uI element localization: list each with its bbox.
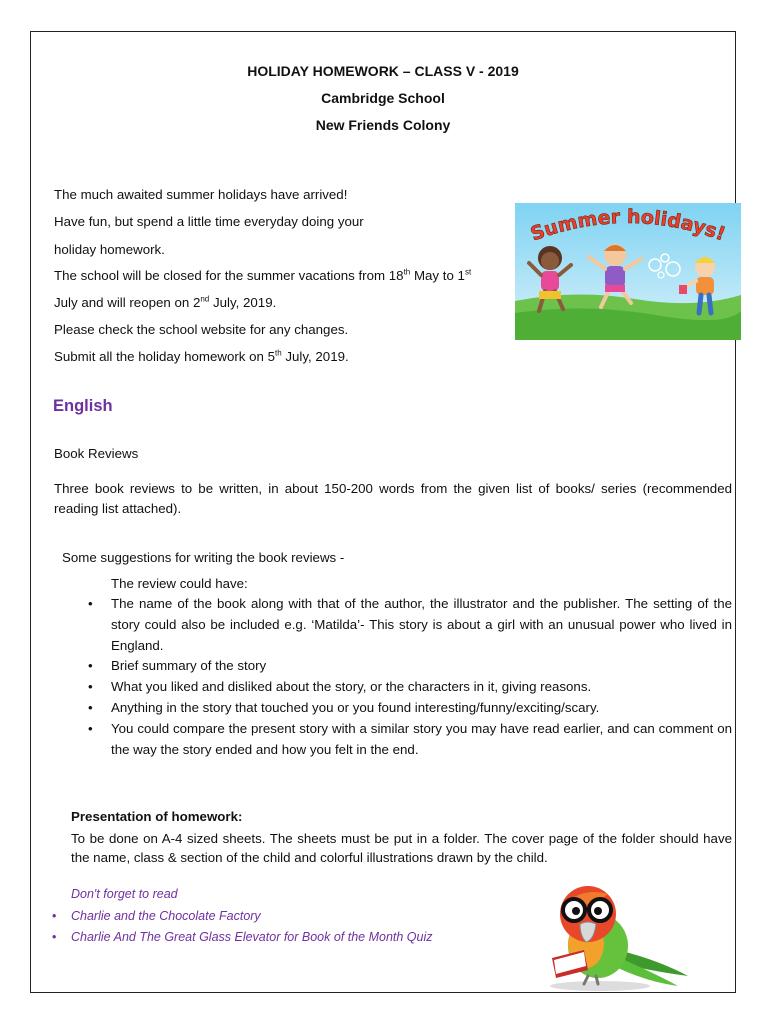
suggestions-intro: Some suggestions for writing the book reviews - [62, 550, 345, 565]
bullet-icon: • [52, 930, 57, 944]
presentation-heading: Presentation of homework: [71, 809, 243, 824]
reading-heading: Don't forget to read [71, 887, 178, 901]
bullet-icon: • [88, 720, 93, 736]
submit-text: Submit all the holiday homework on 5 [54, 349, 275, 364]
section-title-english: English [53, 397, 113, 415]
intro-line-2: Have fun, but spend a little time everyday doing your [54, 214, 364, 229]
list-item-text: You could compare the present story with a similar story you may have read earlier, and can comment on the way the story ended and how you felt in the end. [111, 720, 732, 757]
reopen-text: July and will reopen on 2 [54, 295, 201, 310]
reopen-text-2: July, 2019. [209, 295, 277, 310]
intro-line-5 [54, 295, 276, 310]
list-item-text: The name of the book along with that of the author, the illustrator and the publisher. The setting of the story could also be included e.g. ‘Matilda’- This story is about a girl with an unusual power who lived in England. [111, 596, 732, 653]
list-item-text: Anything in the story that touched you or you found interesting/funny/exciting/scary. [111, 699, 600, 715]
list-item [52, 906, 433, 927]
banner-text: Summer holidays! [527, 205, 729, 246]
intro-line-1: The much awaited summer holidays have arrived! [54, 187, 348, 202]
list-item [86, 698, 732, 719]
school-location: New Friends Colony [315, 117, 451, 133]
intro-line-4 [54, 268, 471, 283]
reading-item-text: Charlie and the Chocolate Factory [71, 909, 261, 923]
list-item [86, 677, 732, 698]
submit-text-2: July, 2019. [281, 349, 349, 364]
bullet-icon: • [88, 699, 93, 715]
list-item-text: Brief summary of the story [111, 658, 267, 674]
ordinal-suffix-2: st [464, 267, 472, 277]
bullet-icon: • [52, 909, 57, 923]
summer-holidays-illustration [515, 203, 741, 340]
closing-text: The school will be closed for the summer vacations from 18 [54, 268, 404, 283]
presentation-text: To be done on A-4 sized sheets. The sheets must be put in a folder. The cover page of the folder should have the name, class & section of the child and colorful illustrations drawn by the child. [71, 831, 732, 865]
bullet-icon: • [88, 596, 93, 611]
list-item [86, 656, 732, 677]
list-item [86, 719, 732, 761]
list-item-text: What you liked and disliked about the story, or the characters in it, giving reasons. [111, 679, 592, 695]
ordinal-suffix: th [403, 267, 411, 277]
book-reviews-instruction: Three book reviews to be written, in about 150-200 words from the given list of books/ series (recommended reading list attached). [54, 481, 732, 516]
closing-text-2: May to 1 [410, 268, 465, 283]
ordinal-suffix-4: th [275, 348, 282, 358]
bullet-icon: • [88, 658, 93, 674]
review-suggestions-list [86, 594, 732, 760]
bullet-icon: • [88, 679, 93, 695]
ordinal-suffix-3: nd [200, 294, 210, 304]
book-reviews-subtitle: Book Reviews [54, 446, 139, 461]
intro-line-3: holiday homework. [54, 242, 165, 257]
reading-parrot-illustration [538, 880, 698, 992]
school-name: Cambridge School [321, 90, 445, 106]
list-item [52, 927, 433, 948]
reading-item-text: Charlie And The Great Glass Elevator for Book of the Month Quiz [71, 930, 433, 944]
intro-line-6: Please check the school website for any changes. [54, 322, 349, 337]
list-item [86, 594, 732, 656]
review-could-have: The review could have: [111, 576, 248, 591]
intro-line-7 [54, 349, 349, 364]
document-title: HOLIDAY HOMEWORK – CLASS V - 2019 [247, 63, 519, 79]
reading-list [52, 906, 433, 948]
